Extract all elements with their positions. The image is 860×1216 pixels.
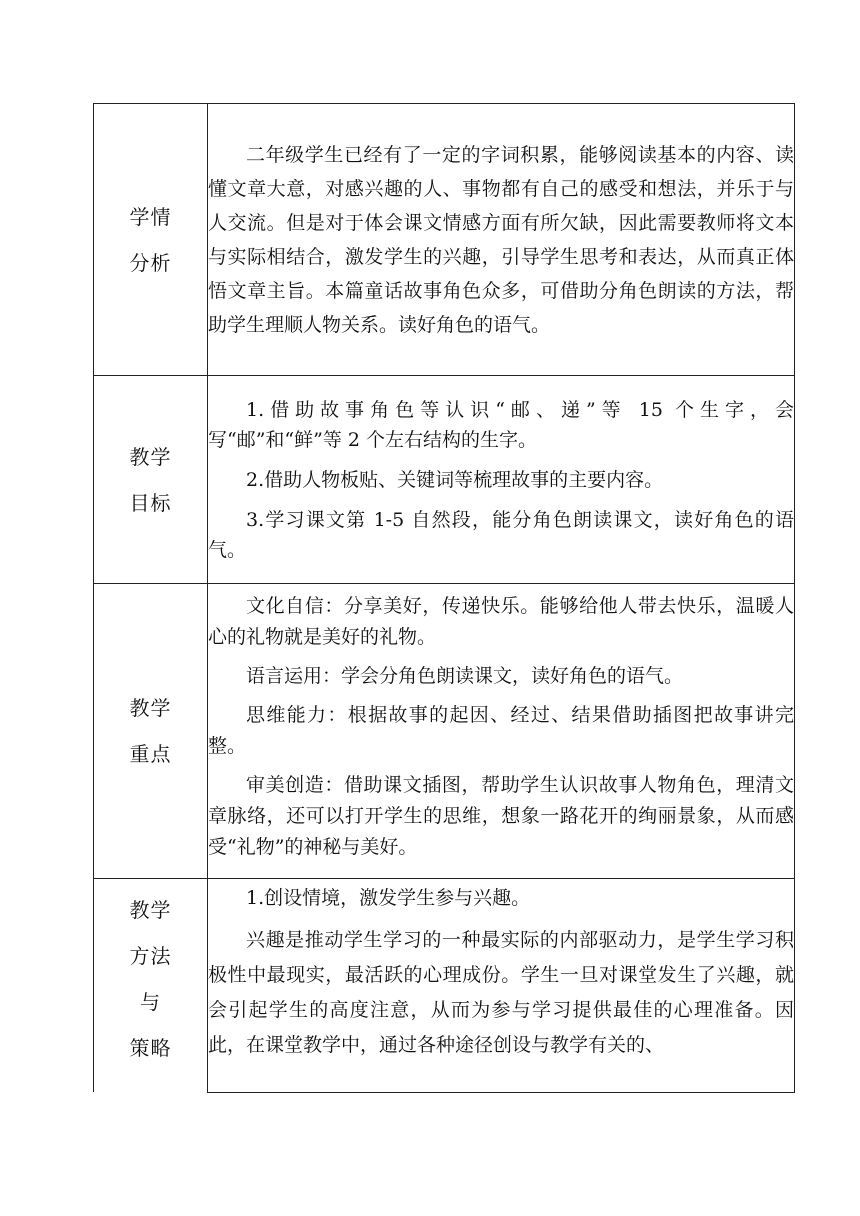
paragraph: 思维能力：根据故事的起因、经过、结果借助插图把故事讲完整。: [208, 704, 794, 757]
row-content-teaching-methods: [208, 879, 795, 1093]
row-label-student-analysis: [94, 104, 208, 376]
paragraph: 3.学习课文第 1-5 自然段，能分角色朗读课文，读好角色的语气。: [208, 509, 794, 561]
row-label-line: 目标: [129, 490, 172, 515]
row-label-line: 与: [140, 990, 161, 1014]
row-content-teaching-key-points: [208, 584, 795, 879]
row-content-teaching-goals: [208, 376, 795, 584]
paragraph: 文化自信：分享美好，传递快乐。能够给他人带去快乐，温暖人心的礼物就是美好的礼物。: [208, 595, 794, 648]
paragraph: 1.创设情境，激发学生参与兴趣。: [246, 887, 531, 909]
paragraph: 兴趣是推动学生学习的一种最实际的内部驱动力，是学生学习积极性中最现实，最活跃的心理成份。学生一旦对课堂发生了兴趣，就会引起学生的高度注意，从而为参与学习提供最佳的心理准备。因此，在课堂教学中，通过各种途径创设与教学有关的、: [208, 929, 794, 1056]
paragraph: 二年级学生已经有了一定的字词积累，能够阅读基本的内容、读懂文章大意，对感兴趣的人、事物都有自己的感受和想法，并乐于与人交流。但是对于体会课文情感方面有所欠缺，因此需要教师将文本与实际相结合，激发学生的兴趣，引导学生思考和表达，从而真正体悟文章主旨。本篇童话故事角色众多，可借助分角色朗读的方法，帮助学生理顺人物关系。读好角色的语气。: [208, 143, 794, 336]
paragraph: 2.借助人物板贴、关键词等梳理故事的主要内容。: [246, 469, 664, 491]
row-label-line: 教学: [129, 898, 172, 922]
paragraph: 审美创造：借助课文插图，帮助学生认识故事人物角色，理清文章脉络，还可以打开学生的思维，想象一路花开的绚丽景象，从而感受“礼物”的神秘与美好。: [208, 774, 794, 858]
row-label-teaching-methods: [94, 879, 208, 1093]
row-label-line: 教学: [129, 696, 172, 720]
paragraph: 1.借助故事角色等认识“邮、递”等 15 个生字，会写“邮”和“鲜”等 2 个左右结构的生字。: [208, 399, 794, 451]
row-label-line: 方法: [129, 944, 172, 968]
paragraph: 语言运用：学会分角色朗读课文，读好角色的语气。: [246, 665, 684, 687]
row-content-student-analysis: [208, 104, 795, 376]
row-label-line: 重点: [129, 742, 172, 766]
table-row-teaching-goals: [94, 376, 795, 584]
table-row-student-analysis: [94, 104, 795, 376]
row-label-teaching-key-points: [94, 584, 208, 879]
row-label-line: 学情: [129, 204, 172, 229]
lesson-plan-table: [93, 103, 795, 1093]
row-label-line: 教学: [129, 444, 172, 469]
table-row-teaching-methods: [94, 879, 795, 1093]
row-label-teaching-goals: [94, 376, 208, 584]
row-label-line: 策略: [129, 1036, 172, 1060]
row-label-line: 分析: [129, 250, 172, 275]
table-row-teaching-key-points: [94, 584, 795, 879]
